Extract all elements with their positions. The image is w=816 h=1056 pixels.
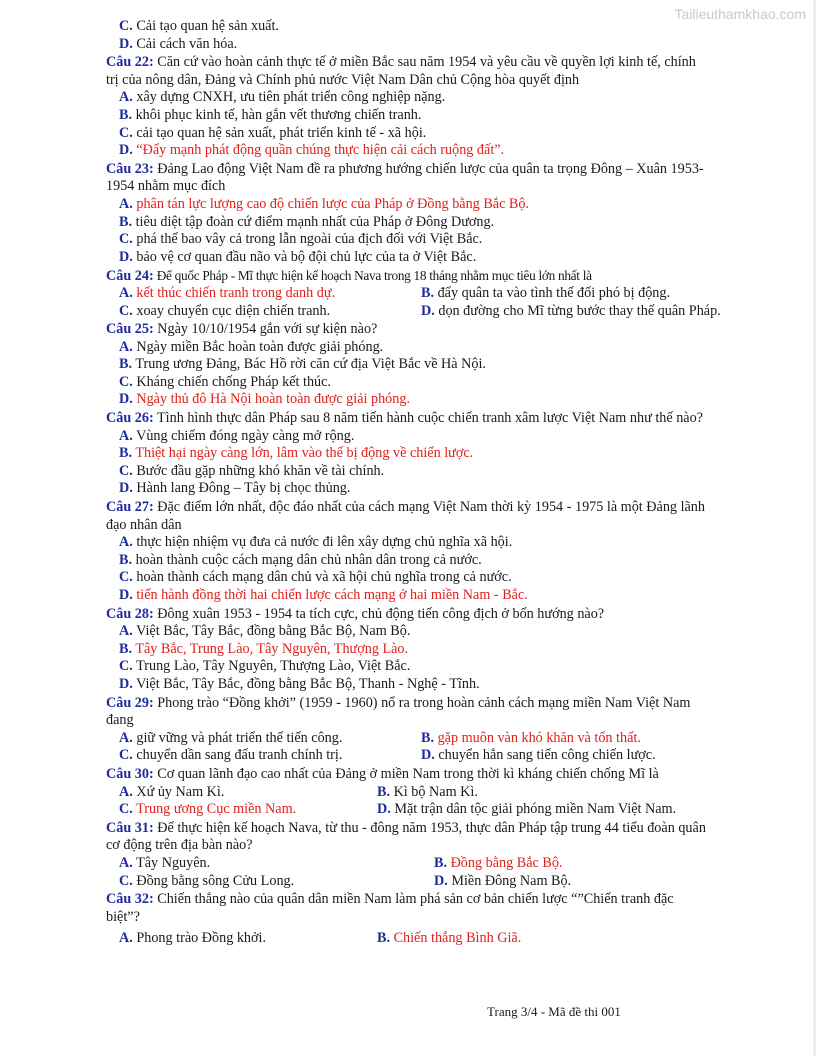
question-28: Câu 28: Đông xuân 1953 - 1954 ta tích cực, chủ động tiến công địch ở bốn hướng nào?	[106, 605, 605, 622]
option-a: A. Việt Bắc, Tây Bắc, đồng bằng Bắc Bộ, Nam Bộ.	[119, 623, 411, 640]
question-32-cont: biệt”?	[106, 908, 140, 925]
option-c: C. Kháng chiến chống Pháp kết thúc.	[119, 373, 331, 390]
option-d-correct: D. “Đẩy mạnh phát động quần chúng thực hiện cải cách ruộng đất”.	[119, 142, 505, 159]
option-b: B. đẩy quân ta vào tình thế đối phó bị động.	[421, 284, 671, 301]
option-d: D. Hành lang Đông – Tây bị chọc thủng.	[119, 480, 351, 497]
option-d: D. Mặt trận dân tộc giải phóng miền Nam Việt Nam.	[377, 801, 677, 818]
exam-content	[106, 18, 742, 948]
question-30: Câu 30: Cơ quan lãnh đạo cao nhất của Đảng ở miền Nam trong thời kì kháng chiến chống Mĩ là	[106, 765, 659, 782]
option-b-correct: B. Chiến thắng Bình Giã.	[377, 930, 522, 947]
question-31: Câu 31: Để thực hiện kế hoạch Nava, từ thu - đông năm 1953, thực dân Pháp tập trung 44 tiểu đoàn quân	[106, 819, 706, 836]
question-22: Câu 22: Căn cứ vào hoàn cảnh thực tế ở miền Bắc sau năm 1954 và yêu cầu về quyền lợi kinh tế, chính	[106, 54, 696, 71]
option-b: B. khôi phục kinh tế, hàn gắn vết thương chiến tranh.	[119, 106, 422, 123]
question-31-cont: cơ động trên địa bàn nào?	[106, 837, 253, 854]
option-b: B. Kì bộ Nam Kì.	[377, 783, 478, 800]
option-d-correct: D. tiến hành đồng thời hai chiến lược cách mạng ở hai miền Nam - Bắc.	[119, 587, 528, 603]
option-a: A. thực hiện nhiệm vụ đưa cả nước đi lên xây dựng chủ nghĩa xã hội.	[119, 534, 513, 551]
question-24: Câu 24: Để quốc Pháp - Mĩ thực hiện kế hoạch Nava trong 18 tháng nhằm mục tiêu lớn nhất là	[106, 268, 592, 285]
option-row	[106, 873, 742, 891]
option-b-correct: B. gặp muôn vàn khó khăn và tổn thất.	[421, 729, 641, 746]
option-a: A. Ngày miền Bắc hoàn toàn được giải phóng.	[119, 338, 384, 355]
option-c: C. cải tạo quan hệ sản xuất, phát triển kinh tế - xã hội.	[119, 124, 427, 141]
option-b: B. tiêu diệt tập đoàn cứ điểm mạnh nhất của Pháp ở Đông Dương.	[119, 213, 495, 230]
option-row	[106, 730, 742, 748]
question-22-cont: trị của nông dân, Đảng và Chính phủ nước Việt Nam Dân chủ Cộng hòa quyết định	[106, 71, 580, 88]
option-d: D. dọn đường cho Mĩ từng bước thay thế quân Pháp.	[421, 302, 721, 319]
question-27: Câu 27: Đặc điểm lớn nhất, độc đáo nhất của cách mạng Việt Nam thời kỳ 1954 - 1975 là một Đảng lãnh	[106, 499, 705, 516]
option-c: C. chuyển dần sang đấu tranh chính trị.	[119, 747, 343, 764]
option-c: C. hoàn thành cách mạng dân chủ và xã hội chủ nghĩa trong cả nước.	[119, 569, 512, 586]
watermark: Tailieuthamkhao.com	[674, 6, 806, 22]
option-d-correct: D. Ngày thủ đô Hà Nội hoàn toàn được giải phóng.	[119, 391, 411, 408]
option-c-correct: C. Trung ương Cục miền Nam.	[119, 801, 297, 818]
option-a: A. Tây Nguyên.	[119, 854, 211, 871]
question-32: Câu 32: Chiến thắng nào của quân dân miền Nam làm phá sản cơ bản chiến lược “”Chiến tranh đặc	[106, 891, 674, 908]
option-a-correct: A. kết thúc chiến tranh trong danh dự.	[119, 284, 336, 301]
question-29-cont: đang	[106, 712, 134, 729]
option-b-correct: B. Thiệt hại ngày càng lớn, lâm vào thế bị động về chiến lược.	[119, 445, 474, 462]
option-row	[106, 801, 742, 819]
option-a: A. Phong trào Đồng khởi.	[119, 930, 267, 947]
question-25: Câu 25: Ngày 10/10/1954 gắn với sự kiện nào?	[106, 321, 378, 338]
option-c: C. xoay chuyển cục diện chiến tranh.	[119, 302, 331, 319]
question-23-cont: 1954 nhằm mục đích	[106, 178, 226, 195]
option-c: C. Bước đầu gặp những khó khăn về tài chính.	[119, 462, 385, 479]
option-b: B. Trung ương Đảng, Bác Hồ rời căn cứ địa Việt Bắc về Hà Nội.	[119, 356, 486, 373]
option-a: A. giữ vững và phát triển thế tiến công.	[119, 729, 343, 746]
option-b-correct: B. Đồng bằng Bắc Bộ.	[434, 854, 563, 871]
option-c: C. phá thế bao vây cả trong lẫn ngoài của địch đối với Việt Bắc.	[119, 231, 483, 248]
option-c: C. Trung Lào, Tây Nguyên, Thượng Lào, Việt Bắc.	[119, 658, 411, 675]
option-row	[106, 285, 742, 303]
page-footer: Trang 3/4 - Mã đề thi 001	[487, 1004, 621, 1019]
option-b-correct: B. Tây Bắc, Trung Lào, Tây Nguyên, Thượng Lào.	[119, 640, 409, 657]
question-26: Câu 26: Tình hình thực dân Pháp sau 8 năm tiến hành cuộc chiến tranh xâm lược Việt Nam như thế nào?	[106, 410, 703, 427]
question-27-cont: đạo nhân dân	[106, 516, 182, 533]
question-23: Câu 23: Đảng Lao động Việt Nam đề ra phương hướng chiến lược của quân ta trọng Đông – Xuân 1953-	[106, 160, 704, 177]
option-row	[106, 303, 742, 321]
option-a: A. xây dựng CNXH, ưu tiên phát triển công nghiệp nặng.	[119, 89, 446, 106]
option-row	[106, 784, 742, 802]
option-d: D. Việt Bắc, Tây Bắc, đồng bằng Bắc Bộ, Thanh - Nghệ - Tĩnh.	[119, 675, 480, 692]
option-row	[106, 855, 742, 873]
option-d: D. Miền Đông Nam Bộ.	[434, 872, 572, 889]
option-b: B. hoàn thành cuộc cách mạng dân chủ nhân dân trong cả nước.	[119, 551, 482, 568]
option-d: D. Cải cách văn hóa.	[119, 35, 238, 52]
option-c: C. Đồng bằng sông Cửu Long.	[119, 872, 295, 889]
option-a-correct: A. phân tán lực lượng cao độ chiến lược của Pháp ở Đồng bằng Bắc Bộ.	[119, 195, 530, 212]
option-a: A. Xứ ủy Nam Kì.	[119, 783, 225, 800]
option-d: D. chuyển hẳn sang tiến công chiến lược.	[421, 747, 656, 764]
option-c: C. Cải tạo quan hệ sản xuất.	[119, 18, 279, 34]
option-d: D. bảo vệ cơ quan đầu não và bộ đội chủ lực của ta ở Việt Bắc.	[119, 248, 477, 265]
question-29: Câu 29: Phong trào “Đồng khởi” (1959 - 1960) nổ ra trong hoàn cảnh cách mạng miền Nam Việt Nam	[106, 694, 691, 711]
option-a: A. Vùng chiếm đóng ngày càng mở rộng.	[119, 427, 355, 444]
option-row	[106, 747, 742, 765]
option-row	[106, 930, 742, 948]
